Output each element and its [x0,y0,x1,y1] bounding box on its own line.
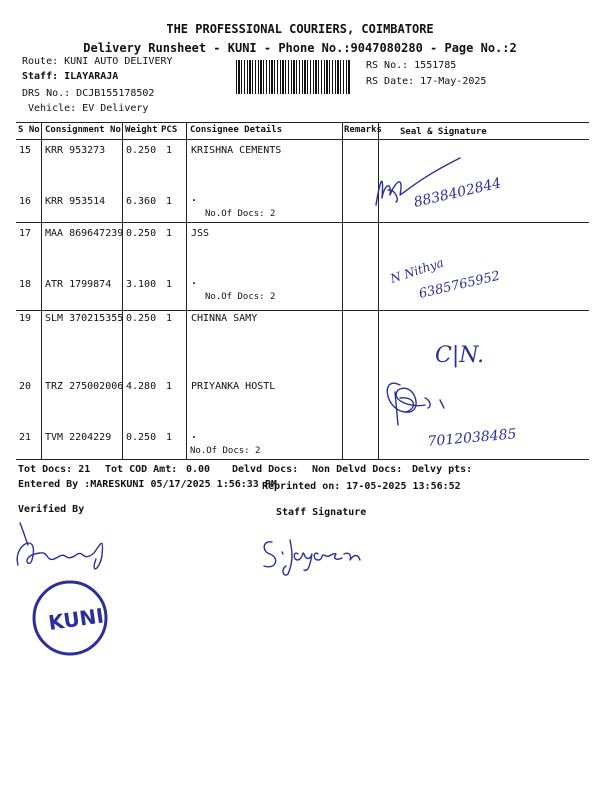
row-consignee: . [191,193,198,204]
row-consignment: TRZ 275002006 [45,381,124,392]
col-header-consignment: Consignment No [45,125,121,135]
row-pcs: 1 [166,432,173,443]
route-label: Route: KUNI AUTO DELIVERY [22,56,173,67]
row-sno: 17 [19,228,32,239]
row-weight: 0.250 [126,145,157,156]
handwritten-name: N Nithya [388,255,446,286]
total-docs: Tot Docs: 21 [18,464,91,475]
col-header-seal-signature: Seal & Signature [400,127,487,137]
docs-count: No.Of Docs: 2 [205,209,276,219]
handwritten-initials: C|N. [435,343,485,368]
company-title: THE PROFESSIONAL COURIERS, COIMBATORE [166,22,434,36]
row-consignee: PRIYANKA HOSTL [191,381,276,392]
total-cod-value: 0.00 [186,464,211,475]
vehicle-label: Vehicle: EV Delivery [28,103,149,114]
row-weight: 3.100 [126,279,157,290]
signature-scribble-icon [264,540,360,575]
row-pcs: 1 [166,279,173,290]
row-sno: 20 [19,381,32,392]
reprinted-on: Reprinted on: 17-05-2025 13:56:52 [262,481,461,492]
row-pcs: 1 [166,313,173,324]
drs-number: DRS No.: DCJB155178502 [22,88,155,99]
row-consignee: . [191,276,198,287]
col-header-weight: Weight [125,125,158,135]
row-consignee: JSS [191,228,210,239]
runsheet-subtitle: Delivery Runsheet - KUNI - Phone No.:9047080280 - Page No.:2 [83,41,517,55]
docs-count: No.Of Docs: 2 [205,292,276,302]
delivered-docs-label: Delvd Docs: [232,464,299,475]
handwritten-phone: 7012038485 [426,426,518,450]
staff-label: Staff: ILAYARAJA [22,71,119,82]
row-pcs: 1 [166,145,173,156]
row-consignee: . [191,430,198,441]
col-header-consignee: Consignee Details [190,125,283,135]
row-sno: 18 [19,279,32,290]
staff-signature [258,530,378,580]
verified-signature [10,515,130,675]
rs-date: RS Date: 17-May-2025 [366,76,487,87]
row-pcs: 1 [166,196,173,207]
total-cod-label: Tot COD Amt: [105,464,178,475]
row-consignment: TVM 2204229 [45,432,112,443]
row-consignee: CHINNA SAMY [191,313,258,324]
col-header-remarks: Remarks [344,125,382,135]
row-sno: 16 [19,196,32,207]
row-weight: 0.250 [126,313,157,324]
row-pcs: 1 [166,228,173,239]
delivery-points-label: Delvy pts: [412,464,473,475]
handwritten-phone: 8838402844 [412,175,503,211]
row-consignment: SLM 370215355 [45,313,124,324]
rs-number: RS No.: 1551785 [366,60,457,71]
docs-count: No.Of Docs: 2 [190,446,261,456]
entered-by: Entered By :MARESKUNI 05/17/2025 1:56:33 PM [18,479,277,490]
row-consignment: KRR 953514 [45,196,106,207]
row-sno: 19 [19,313,32,324]
row-consignment: KRR 953273 [45,145,106,156]
row-sno: 15 [19,145,32,156]
row-consignment: MAA 869647239 [45,228,124,239]
row-weight: 0.250 [126,228,157,239]
non-delivered-docs-label: Non Delvd Docs: [312,464,403,475]
row-weight: 4.280 [126,381,157,392]
row-weight: 0.250 [126,432,157,443]
col-header-sno: S No [18,125,40,135]
barcode [236,60,351,94]
row-consignment: ATR 1799874 [45,279,112,290]
stamp-text: KUNI [46,603,106,635]
signature-scribble-icon [17,543,102,569]
row-consignee: KRISHNA CEMENTS [191,145,282,156]
handwritten-signatures [370,150,540,460]
row-sno: 21 [19,432,32,443]
row-weight: 6.360 [126,196,157,207]
staff-signature-label: Staff Signature [276,507,367,518]
verified-by-label: Verified By [18,504,85,515]
col-header-pcs: PCS [161,125,178,135]
row-pcs: 1 [166,381,173,392]
handwritten-phone: 6385765952 [417,268,502,302]
